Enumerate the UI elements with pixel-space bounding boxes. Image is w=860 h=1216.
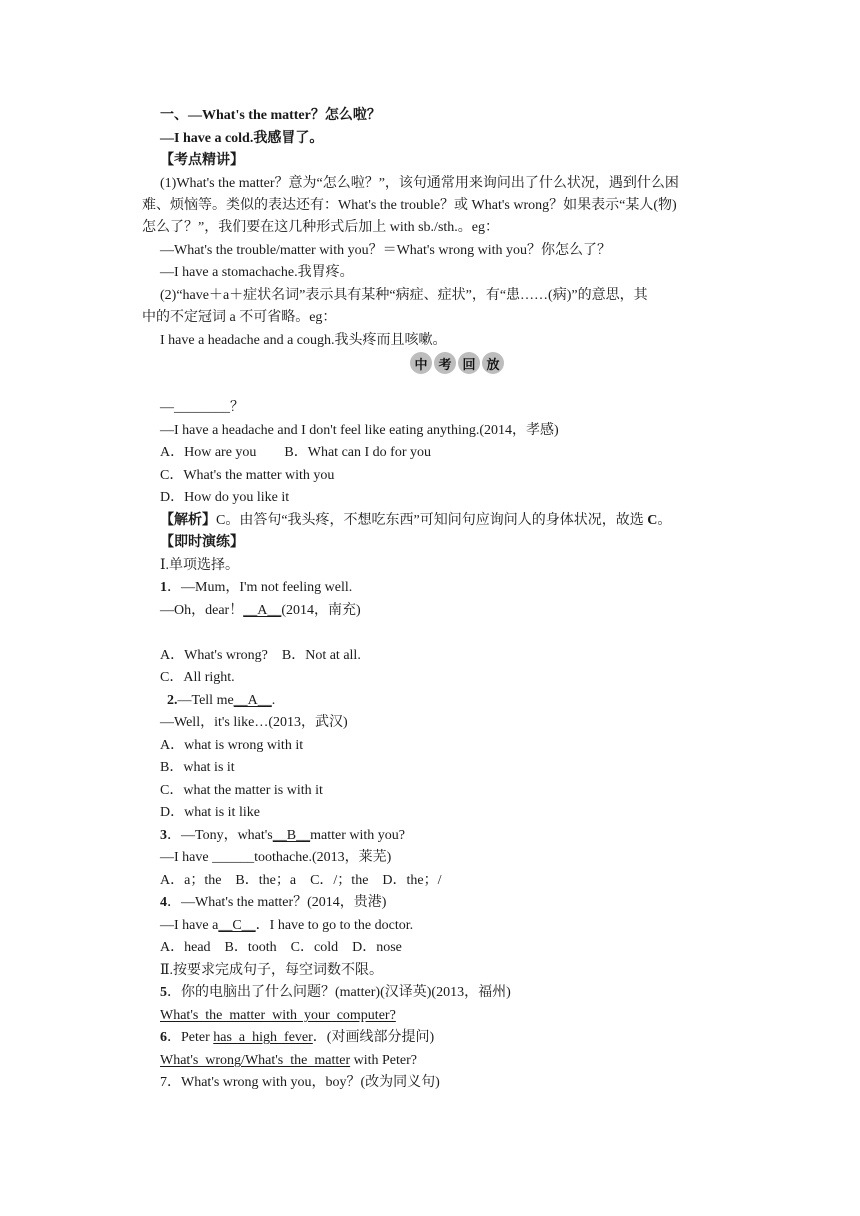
q2-post: . [271, 693, 276, 708]
q1-option-c: C．All right. [160, 670, 235, 685]
review-option-d: D．How do you like it [160, 490, 290, 505]
q6-number: 6 [160, 1030, 167, 1045]
q1-reply-post: (2014，南充) [281, 603, 361, 618]
q3-stem [160, 826, 740, 846]
badge-char: 放 [482, 352, 504, 374]
review-options-ab: A．How are you B．What can I do for you [160, 445, 431, 460]
analysis-end: 。 [657, 513, 672, 528]
kaodian-eg3: I have a headache and a cough.我头疼而且咳嗽。 [160, 333, 447, 348]
q1-answer: __A__ [243, 603, 282, 618]
q4-number: 4 [160, 895, 167, 910]
analysis-label: 【解析】 [160, 513, 216, 528]
q2-number: 2. [167, 693, 178, 708]
analysis-text: C。由答句“我头疼，不想吃东西”可知问句应询问人的身体状况，故选 [216, 513, 648, 528]
q3-options: A．a；the B．the；a C．/；the D．the；/ [160, 873, 442, 888]
q6-post: ．(对画线部分提问) [312, 1030, 435, 1045]
q6-stem [160, 1028, 740, 1048]
section-title-line1: 一、—What's the matter？怎么啦？ [160, 108, 381, 123]
q3-pre: ．—Tony，what's [167, 828, 273, 843]
kaodian-heading: 【考点精讲】 [160, 153, 244, 168]
q3-number: 3 [160, 828, 167, 843]
q1-options-ab: A．What's wrong? B．Not at all. [160, 648, 361, 663]
practice-part1-title: Ⅰ.单项选择。 [160, 558, 240, 573]
q6-answer-post: with Peter? [350, 1053, 417, 1068]
practice-part2-title: Ⅱ.按要求完成句子，每空词数不限。 [160, 963, 384, 978]
section-title-line2: —I have a cold.我感冒了。 [160, 131, 324, 146]
review-option-c: C．What's the matter with you [160, 468, 335, 483]
q2-option-d: D．what is it like [160, 805, 260, 820]
badge-char: 考 [434, 352, 456, 374]
q3-reply: —I have ______toothache.(2013，莱芜) [160, 850, 392, 865]
q2-pre: —Tell me [177, 693, 234, 708]
kaodian-p1-line1: (1)What's the matter？意为“怎么啦？”，该句通常用来询问出了什么状况，遇到什么困 [160, 176, 679, 191]
q3-post: matter with you? [310, 828, 405, 843]
q4-answer: __C__ [218, 918, 256, 933]
q2-option-a: A．what is wrong with it [160, 738, 304, 753]
q6-pre: ．Peter [167, 1030, 214, 1045]
q7-stem: 7．What's wrong with you，boy？(改为同义句) [160, 1075, 440, 1090]
q6-answer-line [160, 1051, 740, 1071]
q5-text: ．你的电脑出了什么问题？(matter)(汉译英)(2013，福州) [167, 985, 511, 1000]
q3-answer: __B__ [272, 828, 311, 843]
q4-post: ．I have to go to the doctor. [255, 918, 414, 933]
q2-stem [167, 691, 747, 711]
q5-answer: What's the matter with your computer? [160, 1008, 396, 1023]
q2-reply: —Well，it's like…(2013，武汉) [160, 715, 348, 730]
review-question: —________？ [160, 400, 244, 415]
q5-stem [160, 983, 740, 1003]
q4-pre: —I have a [160, 918, 219, 933]
practice-heading: 【即时演练】 [160, 535, 244, 550]
badge-char: 中 [410, 352, 432, 374]
kaodian-eg1: —What's the trouble/matter with you？＝What's wrong with you？你怎么了？ [160, 243, 612, 258]
q1-number: 1 [160, 580, 167, 595]
kaodian-p1-line2: 难、烦恼等。类似的表达还有：What's the trouble？或 What's wrong？如果表示“某人(物) [142, 198, 677, 213]
review-analysis [160, 511, 740, 531]
q2-option-b: B．what is it [160, 760, 235, 775]
zhongkao-review-badge [410, 352, 504, 374]
badge-char: 回 [458, 352, 480, 374]
kaodian-p1-line3: 怎么了？”，我们要在这几种形式后加上 with sb./sth.。eg： [142, 220, 499, 235]
q1-reply-pre: —Oh，dear！ [160, 603, 244, 618]
q6-underlined: has a high fever [213, 1030, 313, 1045]
q4-reply [160, 916, 740, 936]
q4-text: ．—What's the matter？(2014，贵港) [167, 895, 387, 910]
q4-options: A．head B．tooth C．cold D．nose [160, 940, 402, 955]
q5-number: 5 [160, 985, 167, 1000]
q4-stem [160, 893, 740, 913]
review-answer: —I have a headache and I don't feel like eating anything.(2014，孝感) [160, 423, 559, 438]
q2-option-c: C．what the matter is with it [160, 783, 323, 798]
kaodian-eg2: —I have a stomachache.我胃疼。 [160, 265, 354, 280]
q6-answer: What's wrong/What's the matter [160, 1053, 351, 1068]
q2-answer: __A__ [233, 693, 272, 708]
q1-stem [160, 578, 740, 598]
kaodian-p2-line2: 中的不定冠词 a 不可省略。eg： [142, 310, 337, 325]
q1-text: ．—Mum，I'm not feeling well. [167, 580, 353, 595]
q1-reply [160, 601, 740, 621]
kaodian-p2-line1: (2)“have＋a＋症状名词”表示具有某种“病症、症状”，有“患……(病)”的意思，其 [160, 288, 648, 303]
analysis-answer: C [647, 513, 658, 528]
